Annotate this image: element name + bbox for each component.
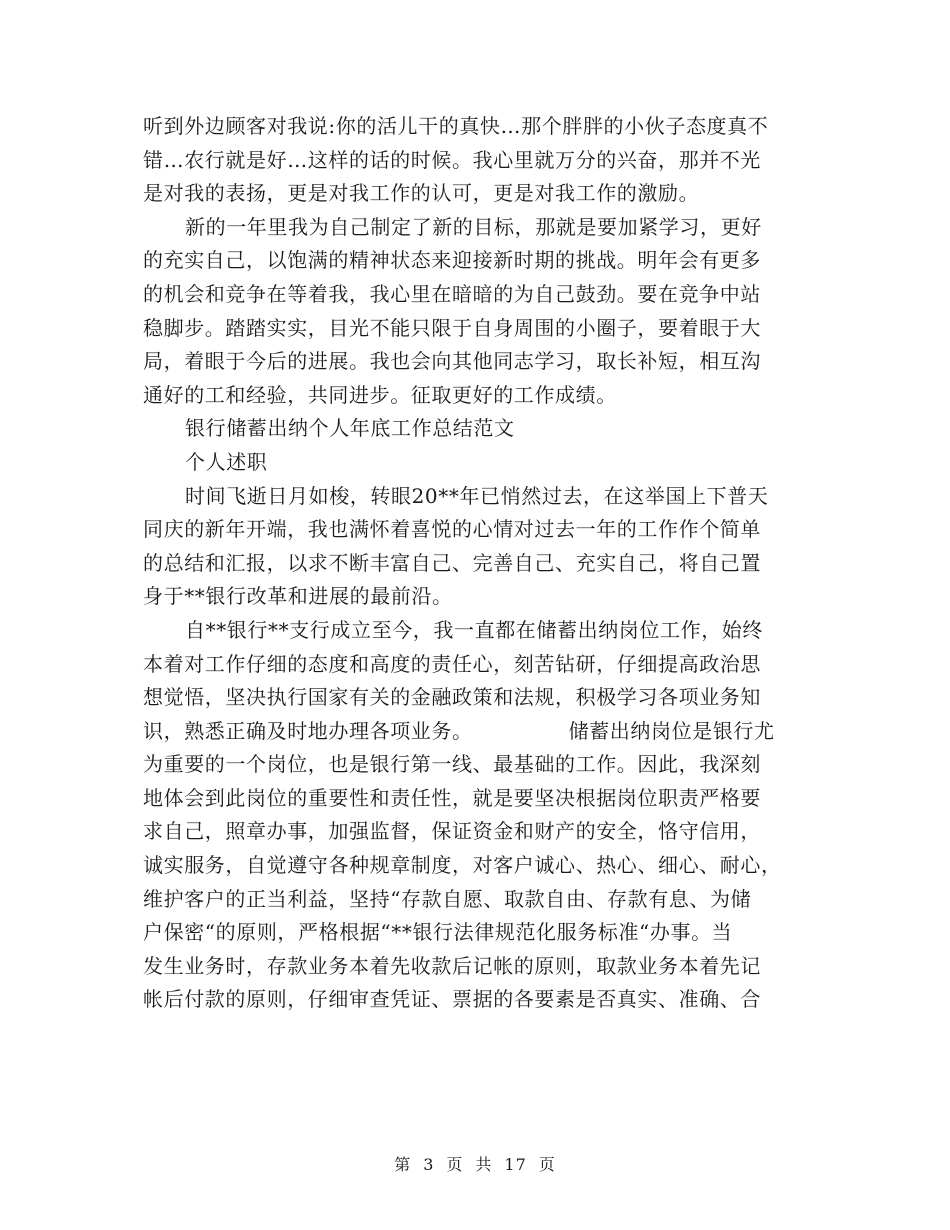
text-line-13: 同庆的新年开端，我也满怀着喜悦的心情对过去一年的工作作个简单 [143, 517, 761, 542]
footer-label-total-unit: 页 [538, 1155, 556, 1174]
text-line-22: 求自己，照章办事，加强监督，保证资金和财产的安全，恪守信用， [143, 819, 761, 844]
text-line-6: 的机会和竞争在等着我，我心里在暗暗的为自己鼓劲。要在竞争中站 [143, 281, 761, 306]
text-line-27: 帐后付款的原则，仔细审查凭证、票据的各要素是否真实、准确、合 [143, 987, 761, 1012]
text-line-17: 本着对工作仔细的态度和高度的责任心，刻苦钻研，仔细提高政治思 [143, 651, 761, 676]
text-line-24: 维护客户的正当利益，坚持“存款自愿、取款自由、存款有息、为储 [143, 886, 752, 911]
text-line-5: 的充实自己，以饱满的精神状态来迎接新时期的挑战。明年会有更多 [143, 248, 761, 273]
document-body [143, 110, 808, 1017]
text-line-25: 户保密“的原则，严格根据“**银行法律规范化服务标准“办事。当 [143, 920, 733, 945]
text-line-8: 局，着眼于今后的进展。我也会向其他同志学习，取长补短，相互沟 [143, 349, 761, 374]
text-line-12: 时间飞逝日月如梭，转眼20**年已悄然过去，在这举国上下普天 [185, 483, 769, 508]
footer-total-pages: 17 [504, 1155, 527, 1174]
text-line-19-part-1: 识，熟悉正确及时地办理各项业务。 [143, 718, 473, 743]
footer-current-page: 3 [423, 1155, 435, 1174]
text-line-2: 错…农行就是好…这样的话的时候。我心里就万分的兴奋，那并不光 [143, 147, 761, 172]
text-line-15: 身于**银行改革和进展的最前沿。 [143, 584, 453, 609]
section-title: 银行储蓄出纳个人年底工作总结范文 [185, 416, 515, 441]
footer-label-page-unit: 页 [446, 1155, 464, 1174]
text-line-7: 稳脚步。踏踏实实，目光不能只限于自身周围的小圈子，要着眼于大 [143, 315, 761, 340]
text-line-21: 地体会到此岗位的重要性和责任性，就是要坚决根据岗位职责严格要 [143, 785, 761, 810]
section-subtitle: 个人述职 [185, 449, 268, 474]
footer-label-page: 第 [394, 1155, 412, 1174]
text-line-1: 听到外边顾客对我说:你的活儿干的真快…那个胖胖的小伙子态度真不 [143, 114, 769, 138]
text-line-23: 诚实服务，自觉遵守各种规章制度，对客户诚心、热心、细心、耐心， [143, 853, 782, 878]
text-line-16: 自**银行**支行成立至今，我一直都在储蓄出纳岗位工作，始终 [185, 617, 763, 642]
text-line-19-part-2: 储蓄出纳岗位是银行尤 [568, 718, 775, 743]
text-line-19 [143, 715, 808, 749]
page-footer [0, 1155, 950, 1175]
text-line-18: 想觉悟，坚决执行国家有关的金融政策和法规，积极学习各项业务知 [143, 685, 761, 710]
text-line-26: 发生业务时，存款业务本着先收款后记帐的原则，取款业务本着先记 [143, 953, 761, 978]
text-line-20: 为重要的一个岗位，也是银行第一线、最基础的工作。因此，我深刻 [143, 752, 761, 777]
text-line-14: 的总结和汇报，以求不断丰富自己、完善自己、充实自己，将自己置 [143, 550, 761, 575]
text-line-3: 是对我的表扬，更是对我工作的认可，更是对我工作的激励。 [143, 181, 700, 206]
text-line-4: 新的一年里我为自己制定了新的目标，那就是要加紧学习，更好 [185, 214, 762, 239]
footer-label-total: 共 [475, 1155, 493, 1174]
text-line-9: 通好的工和经验，共同进步。征取更好的工作成绩。 [143, 382, 617, 407]
